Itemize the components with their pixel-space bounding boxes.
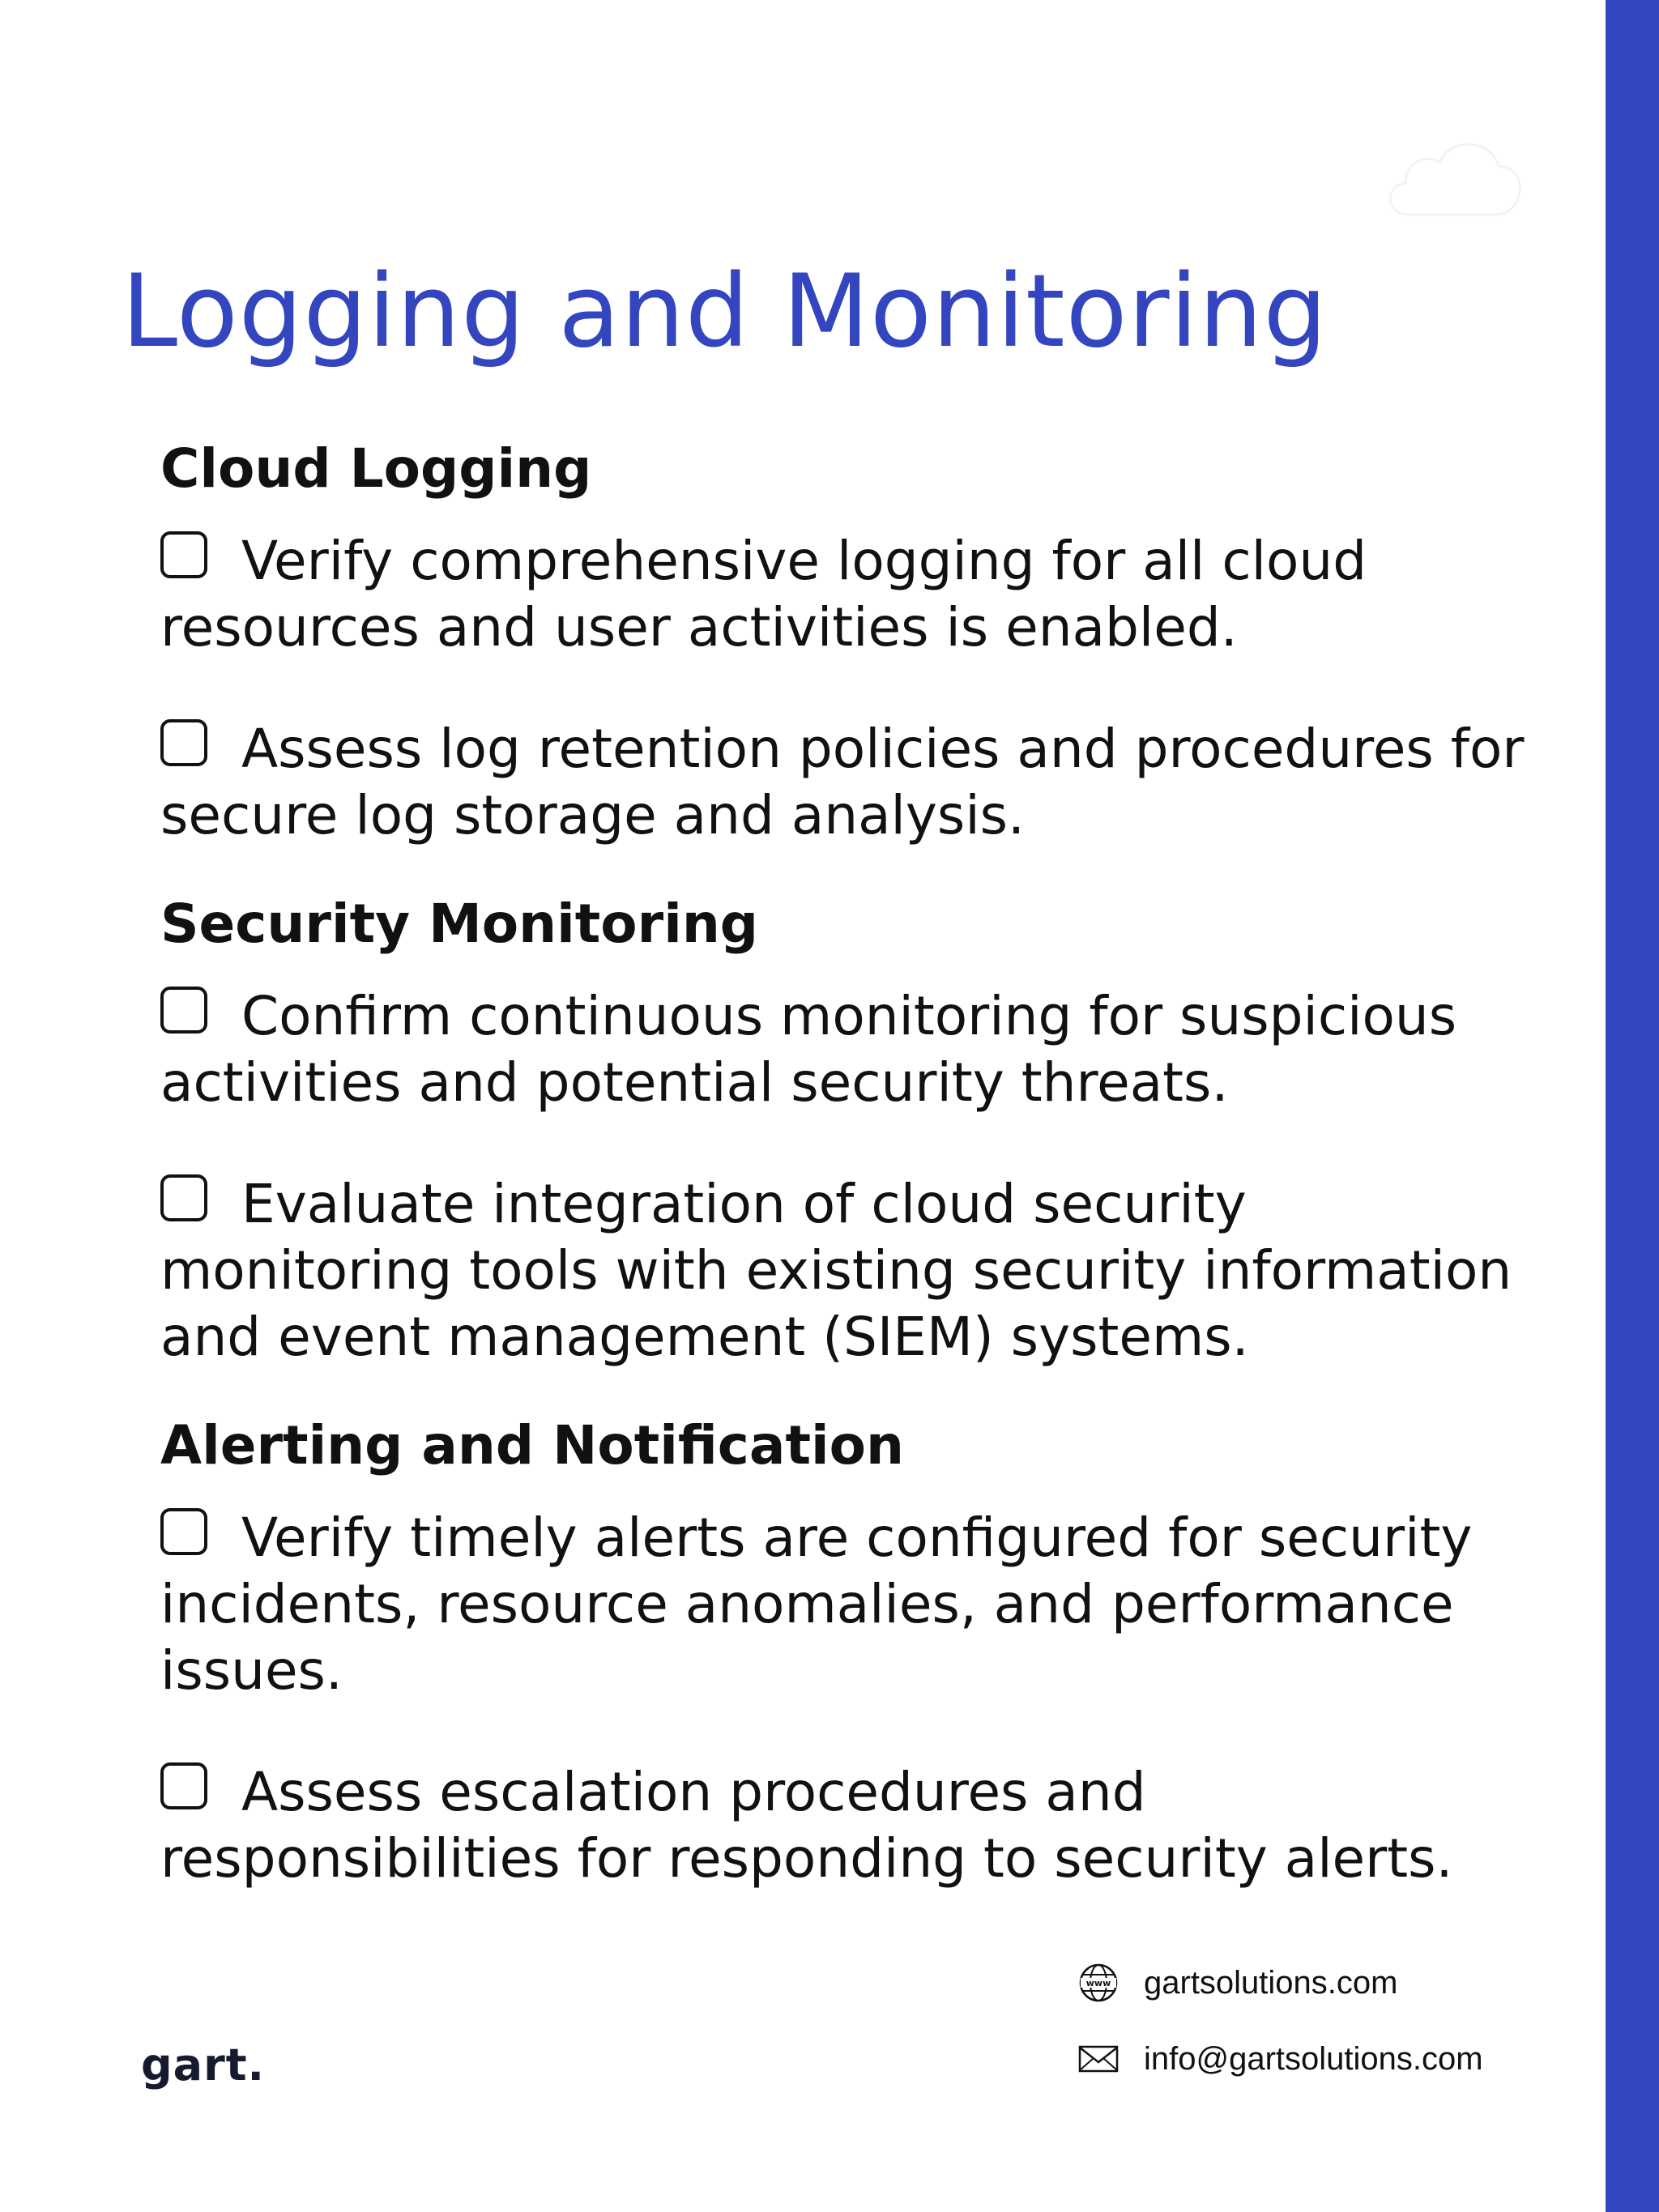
- checklist-item: [160, 1740, 1537, 1892]
- section-alerting-notification: [160, 1406, 1537, 1892]
- website-contact[interactable]: [1077, 1962, 1397, 2004]
- accent-side-bar: [1606, 0, 1659, 2212]
- cloud-decoration-icon: [1377, 130, 1531, 227]
- section-cloud-logging: [160, 429, 1537, 849]
- checkbox[interactable]: [160, 1174, 207, 1221]
- page-title: Logging and Monitoring: [122, 254, 1328, 370]
- checklist-item-text: Assess escalation procedures and responsibilities for responding to security alerts.: [160, 1761, 1453, 1890]
- checklist-item-text: Verify timely alerts are configured for security incidents, resource anomalies, and performance issues.: [160, 1507, 1473, 1702]
- checklist-item-text: Confirm continuous monitoring for suspicious activities and potential security threats.: [160, 985, 1457, 1114]
- website-link[interactable]: gartsolutions.com: [1144, 1965, 1398, 2001]
- checkbox[interactable]: [160, 1762, 207, 1809]
- gart-logo: [139, 2041, 269, 2095]
- envelope-icon: [1077, 2043, 1120, 2075]
- checkbox[interactable]: [160, 719, 207, 766]
- checkbox[interactable]: [160, 1508, 207, 1555]
- checkbox[interactable]: [160, 987, 207, 1034]
- section-heading: Alerting and Notification: [160, 1414, 904, 1477]
- checklist-item-text: Evaluate integration of cloud security monitoring tools with existing security information and event management (SIEM) systems.: [160, 1173, 1512, 1368]
- checklist-content: [160, 429, 1537, 1928]
- section-security-monitoring: [160, 884, 1537, 1370]
- logo-text: gart.: [141, 2041, 266, 2091]
- checklist-item: [160, 1485, 1537, 1704]
- globe-www-icon: [1077, 1962, 1120, 2004]
- checklist-item-text: Assess log retention policies and procedures for secure log storage and analysis.: [160, 718, 1525, 846]
- checklist-item: [160, 509, 1537, 661]
- checklist-item: [160, 697, 1537, 849]
- section-heading: Cloud Logging: [160, 437, 592, 500]
- email-contact[interactable]: [1077, 2039, 1483, 2079]
- svg-text:www: www: [1085, 1978, 1111, 1988]
- checkbox[interactable]: [160, 531, 207, 578]
- checklist-item-text: Verify comprehensive logging for all cloud resources and user activities is enabled.: [160, 530, 1367, 658]
- checklist-item: [160, 1152, 1537, 1370]
- email-link[interactable]: info@gartsolutions.com: [1144, 2041, 1483, 2077]
- checklist-item: [160, 964, 1537, 1116]
- section-heading: Security Monitoring: [160, 893, 759, 955]
